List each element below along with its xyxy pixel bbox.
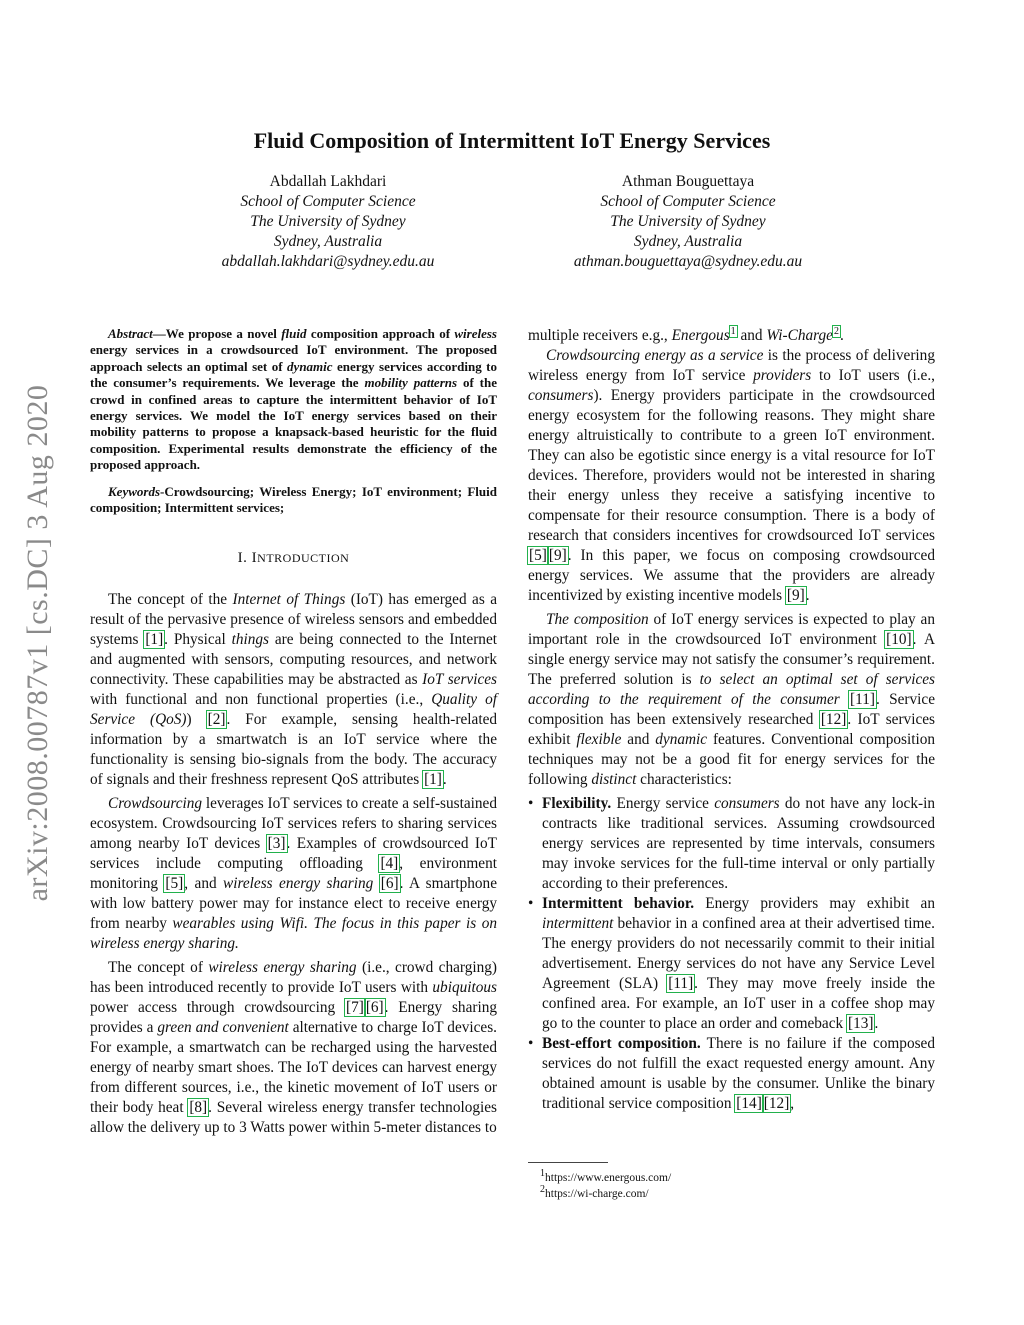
author-name: Athman Bouguettaya: [621, 173, 755, 190]
footnotes: [540, 1170, 671, 1202]
paragraph: The concept of the Internet of Things (IoT) has emerged as a result of the pervasive presence of wireless sensors and embedded systems [1]. Physical things are being connected to the Internet and augmented with sensors, computing resources, and network connectivity. These capabilities may be abstracted as IoT services with functional and non functional properties (i.e., Quality of Service (QoS)) [2]. For example, sensing health-related information by a smartwatch is an IoT service where the functionality is sensing bio-signals from the body. The accuracy of signals and their freshness represent QoS attributes [1].: [90, 591, 498, 789]
right-column: [528, 326, 935, 1114]
footnote-link[interactable]: https://wi-charge.com/: [545, 1188, 649, 1200]
list-item: • Best-effort composition. There is no failure if the composed services do not fulfill the exact requested energy amount. Any obtained amount is usable by the consumer. Unlike the binary traditional service composition [14] [12],: [528, 1034, 935, 1114]
citation-link[interactable]: [4]: [380, 855, 399, 873]
citation-link[interactable]: [5]: [165, 875, 184, 893]
footnote-link[interactable]: https://www.energous.com/: [545, 1172, 672, 1184]
author-univ: The University of Sydney: [610, 213, 766, 230]
footnote-1: $^1$https://www.energous.com/: [540, 1168, 672, 1184]
keywords: Keywords-Crowdsourcing; Wireless Energy; IoT environment; Fluid composition; Intermittent services;: [90, 483, 497, 516]
citation-link[interactable]: [12]: [763, 1095, 790, 1112]
citation-link[interactable]: [12]: [820, 711, 847, 728]
citation-link[interactable]: [3]: [267, 835, 286, 853]
citation-link[interactable]: [9]: [548, 547, 567, 564]
citation-link[interactable]: [13]: [847, 1015, 874, 1032]
author-dept: School of Computer Science: [240, 193, 416, 210]
citation-link[interactable]: [6]: [380, 875, 399, 893]
citation-link[interactable]: [1]: [145, 631, 164, 649]
citation-link[interactable]: [6]: [365, 999, 384, 1017]
author-1: [148, 172, 508, 272]
paragraph: The concept of wireless energy sharing (i.e., crowd charging) has been introduced recently to provide IoT users with ubiquitous power access through crowdsourcing [7] [6]. Energy sharing provides a green and convenient alternative to charge IoT devices. For example, a smartwatch can be recharged using the harvested energy of nearby smart shoes. The IoT devices can harvest energy from different sources, i.e., the kinetic movement of IoT users or their body heat [8]. Several wireless energy transfer technologies allow the delivery up to 3 Watts power within 5-meter distances to: [90, 959, 498, 1137]
author-location: Sydney, Australia: [273, 233, 383, 250]
footnote-ref[interactable]: 2: [833, 325, 839, 337]
paper-title: Fluid Composition of Intermittent IoT Energy Services: [253, 128, 771, 153]
author-name: Abdallah Lakhdari: [269, 173, 387, 190]
footnote-2: $^2$https://wi-charge.com/: [540, 1184, 649, 1200]
citation-link[interactable]: [11]: [668, 975, 694, 992]
paragraph: Crowdsourcing leverages IoT services to create a self-sustained ecosystem. Crowdsourcing IoT services refers to sharing services among nearby IoT devices [3]. Examples of crowdsourced IoT services include computing offloading [4], environment monitoring [5], and wireless energy sharing [6]. A smartphone with low battery power may for instance elect to receive energy from nearby wearables using Wifi. The focus in this paper is on wireless energy sharing.: [90, 795, 498, 953]
characteristics-list: [528, 794, 935, 1114]
citation-link[interactable]: [7]: [345, 999, 364, 1017]
section-heading: I. INTRODUCTION: [237, 550, 350, 567]
author-2: [508, 172, 868, 272]
citation-link[interactable]: [2]: [207, 711, 226, 729]
citation-link[interactable]: [1]: [424, 771, 442, 789]
author-email: abdallah.lakhdari@sydney.edu.au: [221, 253, 435, 270]
abstract: Abstract—We propose a novel fluid composition approach of wireless energy services in a crowdsourced IoT environment. The proposed approach selects an optimal set of dynamic energy services according to the consumer’s requirements. We leverage the mobility patterns of the crowd in confined areas to capture the intermittent behavior of IoT energy services. We model the IoT energy services based on their mobility patterns to propose a knapsack-based heuristic for the fluid composition. Experimental results demonstrate the efficiency of the proposed approach.: [90, 326, 498, 473]
citation-link[interactable]: [5]: [529, 547, 547, 564]
author-location: Sydney, Australia: [633, 233, 743, 250]
arxiv-id: arXiv:2008.00787v1 [cs.DC] 3 Aug 2020: [21, 384, 54, 901]
arxiv-watermark: [16, 355, 60, 930]
paragraph: Crowdsourcing energy as a service is the process of delivering wireless energy from IoT service providers to IoT users (i.e., consumers). Energy providers participate in the crowdsourced energy ecosystem for the following reasons. They might share energy altruistically to contribute to a green IoT environment. They can also be egotistic since energy is a vital resource for IoT devices. Therefore, providers would not be interested in sharing their energy unless they receive a satisfying incentive to compensate for their resource consumption. There is a body of research that considers incentives for crowdsourced IoT services [5] [9]. In this paper, we focus on composing crowdsourced energy services. We assume that the providers are already incentivized by existing incentive models [9].: [528, 347, 935, 604]
citation-link[interactable]: [14]: [736, 1095, 762, 1112]
author-univ: The University of Sydney: [250, 213, 406, 230]
author-dept: School of Computer Science: [600, 193, 776, 210]
paragraph: multiple receivers e.g., Energous$^1$ and Wi-Charge$^2$.: [528, 325, 844, 344]
author-email: athman.bouguettaya@sydney.edu.au: [573, 253, 803, 270]
footnote-ref[interactable]: 1: [730, 325, 736, 337]
left-column: [90, 326, 497, 1138]
citation-link[interactable]: [10]: [886, 631, 912, 648]
list-item: • Flexibility. Energy service consumers do not have any lock-in contracts like traditional services. Assuming crowdsourced energy services are represented by time intervals, consumers may invoke services for the full-time interval or only partially according to their preferences.: [528, 794, 935, 894]
citation-link[interactable]: [8]: [189, 1099, 208, 1117]
paragraph: The composition of IoT energy services is expected to play an important role in the crowdsourced IoT environment [10]. A single energy service may not satisfy the consumer’s requirement. The preferred solution is to select an optimal set of services according to the requirement of the consumer [11]. Service composition has been extensively researched [12]. IoT services exhibit flexible and dynamic features. Conventional composition techniques may not be a good fit for energy services for the following distinct characteristics:: [528, 611, 935, 788]
citation-link[interactable]: [9]: [786, 587, 805, 604]
citation-link[interactable]: [11]: [850, 691, 875, 708]
list-item: • Intermittent behavior. Energy providers may exhibit an intermittent behavior in a confined area at their advertised time. The energy providers do not necessarily commit to their initial advertisement. Energy services do not have any Service Level Agreement (SLA) [11]. They may move freely inside the confined area. For example, an IoT user in a coffee shop may go to the counter to place an order and comeback [13].: [528, 894, 935, 1034]
footnote-rule: [528, 1162, 608, 1163]
